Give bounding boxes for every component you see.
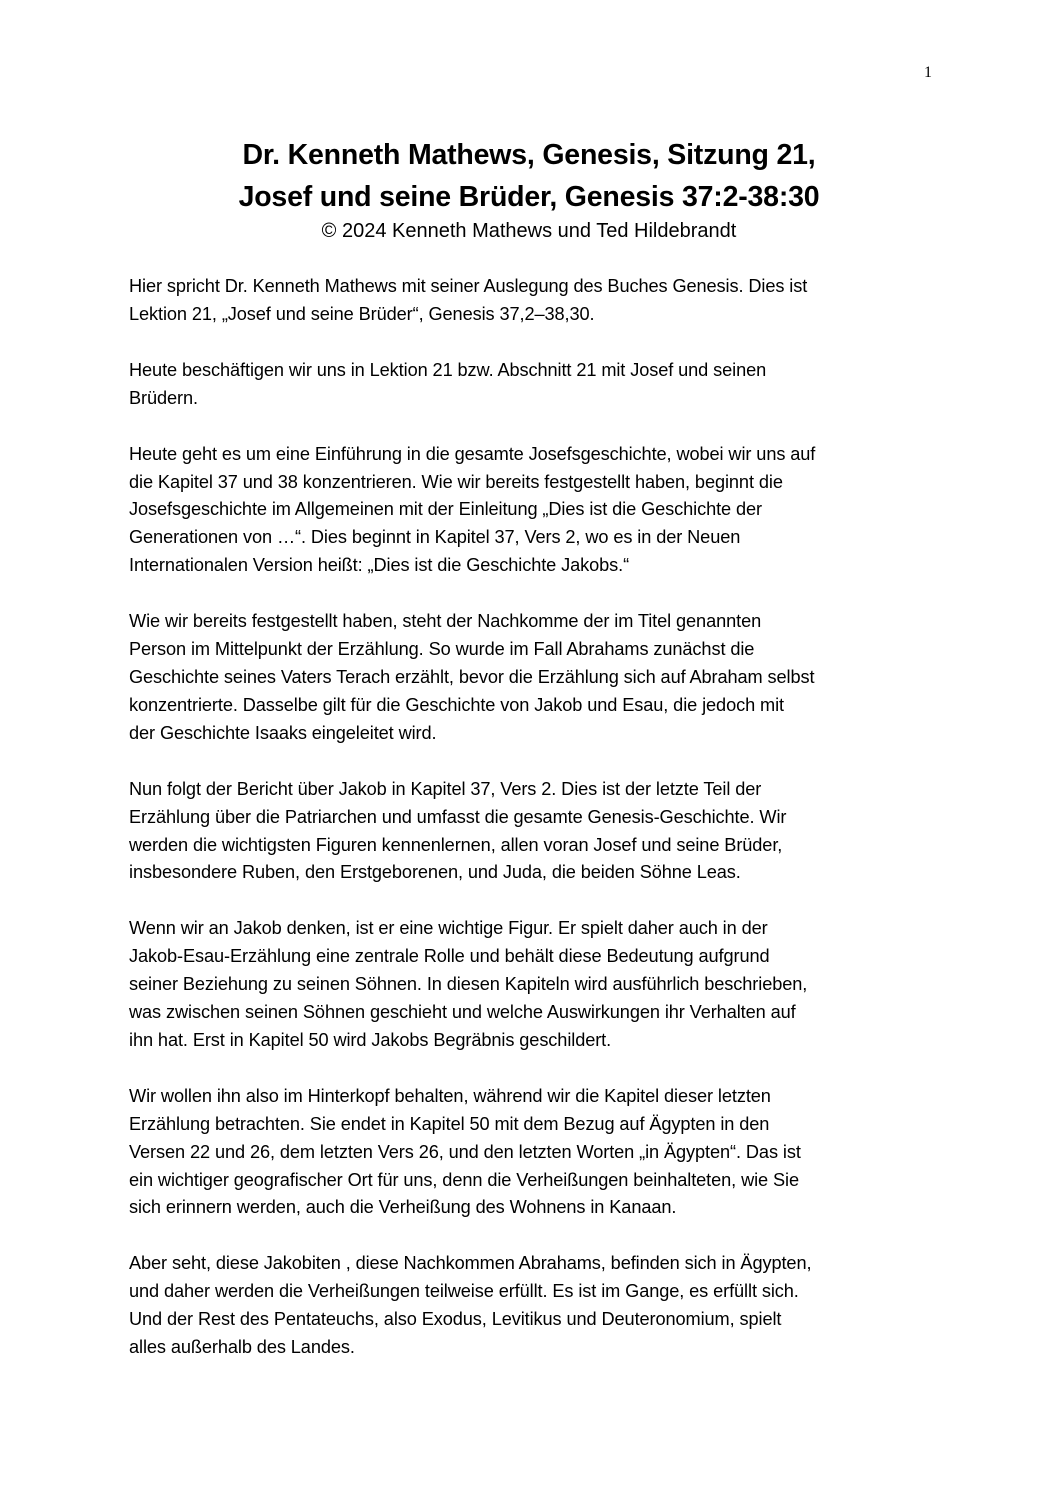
paragraph-line: der Geschichte Isaaks eingeleitet wird. bbox=[129, 722, 437, 743]
document-body bbox=[129, 273, 939, 1390]
paragraph-line: konzentrierte. Dasselbe gilt für die Geschichte von Jakob und Esau, die jedoch mit bbox=[129, 694, 784, 715]
paragraph-line: Heute beschäftigen wir uns in Lektion 21 bzw. Abschnitt 21 mit Josef und seinen bbox=[129, 359, 767, 380]
paragraph-line: Versen 22 und 26, dem letzten Vers 26, und den letzten Worten „in Ägypten“. Das ist bbox=[129, 1141, 801, 1162]
paragraph-line: alles außerhalb des Landes. bbox=[129, 1337, 355, 1358]
body-paragraph bbox=[129, 776, 939, 888]
title-block bbox=[0, 134, 1058, 244]
document-title-line-2: Josef und seine Brüder, Genesis 37:2-38:30 bbox=[238, 181, 820, 213]
paragraph-line: Generationen von …“. Dies beginnt in Kapitel 37, Vers 2, wo es in der Neuen bbox=[129, 527, 741, 548]
paragraph-line: Internationalen Version heißt: „Dies ist die Geschichte Jakobs.“ bbox=[129, 555, 630, 576]
paragraph-line: Person im Mittelpunkt der Erzählung. So wurde im Fall Abrahams zunächst die bbox=[129, 639, 755, 660]
paragraph-line: werden die wichtigsten Figuren kennenlernen, allen voran Josef und seine Brüder, bbox=[129, 834, 783, 855]
paragraph-line: Lektion 21, „Josef und seine Brüder“, Genesis 37,2–38,30. bbox=[129, 303, 595, 324]
paragraph-line: Und der Rest des Pentateuchs, also Exodus, Levitikus und Deuteronomium, spielt bbox=[129, 1309, 782, 1330]
paragraph-line: Erzählung betrachten. Sie endet in Kapitel 50 mit dem Bezug auf Ägypten in den bbox=[129, 1113, 770, 1134]
paragraph-line: Jakob-Esau-Erzählung eine zentrale Rolle und behält diese Bedeutung aufgrund bbox=[129, 946, 770, 967]
paragraph-line: die Kapitel 37 und 38 konzentrieren. Wie wir bereits festgestellt haben, beginnt die bbox=[129, 471, 783, 492]
copyright-notice: © 2024 Kenneth Mathews und Ted Hildebrandt bbox=[321, 220, 737, 242]
document-title-line-1: Dr. Kenneth Mathews, Genesis, Sitzung 21, bbox=[242, 139, 816, 171]
body-paragraph bbox=[129, 357, 939, 413]
body-paragraph bbox=[129, 1250, 939, 1362]
body-paragraph bbox=[129, 915, 939, 1055]
paragraph-line: sich erinnern werden, auch die Verheißung des Wohnens in Kanaan. bbox=[129, 1197, 677, 1218]
paragraph-line: Erzählung über die Patriarchen und umfasst die gesamte Genesis-Geschichte. Wir bbox=[129, 806, 787, 827]
paragraph-line: seiner Beziehung zu seinen Söhnen. In diesen Kapiteln wird ausführlich beschrieben, bbox=[129, 974, 808, 995]
paragraph-line: Heute geht es um eine Einführung in die gesamte Josefsgeschichte, wobei wir uns auf bbox=[129, 443, 816, 464]
paragraph-line: ein wichtiger geografischer Ort für uns, denn die Verheißungen beinhalteten, wie Sie bbox=[129, 1169, 799, 1190]
paragraph-line: insbesondere Ruben, den Erstgeborenen, und Juda, die beiden Söhne Leas. bbox=[129, 862, 741, 883]
paragraph-line: Geschichte seines Vaters Terach erzählt, bevor die Erzählung sich auf Abraham selbst bbox=[129, 666, 815, 687]
page-number: 1 bbox=[924, 64, 932, 81]
paragraph-line: Aber seht, diese Jakobiten , diese Nachkommen Abrahams, befinden sich in Ägypten, bbox=[129, 1253, 812, 1274]
paragraph-line: Wir wollen ihn also im Hinterkopf behalten, während wir die Kapitel dieser letzten bbox=[129, 1085, 771, 1106]
paragraph-line: ihn hat. Erst in Kapitel 50 wird Jakobs Begräbnis geschildert. bbox=[129, 1029, 612, 1050]
paragraph-line: und daher werden die Verheißungen teilweise erfüllt. Es ist im Gange, es erfüllt sich. bbox=[129, 1281, 799, 1302]
body-paragraph bbox=[129, 608, 939, 748]
paragraph-line: Wie wir bereits festgestellt haben, steht der Nachkomme der im Titel genannten bbox=[129, 611, 762, 632]
paragraph-line: Nun folgt der Bericht über Jakob in Kapitel 37, Vers 2. Dies ist der letzte Teil der bbox=[129, 778, 762, 799]
body-paragraph bbox=[129, 1083, 939, 1223]
body-paragraph bbox=[129, 441, 939, 581]
paragraph-line: Josefsgeschichte im Allgemeinen mit der Einleitung „Dies ist die Geschichte der bbox=[129, 499, 763, 520]
paragraph-line: Wenn wir an Jakob denken, ist er eine wichtige Figur. Er spielt daher auch in der bbox=[129, 918, 768, 939]
paragraph-line: Hier spricht Dr. Kenneth Mathews mit seiner Auslegung des Buches Genesis. Dies ist bbox=[129, 276, 808, 296]
paragraph-line: Brüdern. bbox=[129, 387, 198, 408]
paragraph-line: was zwischen seinen Söhnen geschieht und welche Auswirkungen ihr Verhalten auf bbox=[129, 1002, 796, 1023]
body-paragraph bbox=[129, 273, 939, 329]
